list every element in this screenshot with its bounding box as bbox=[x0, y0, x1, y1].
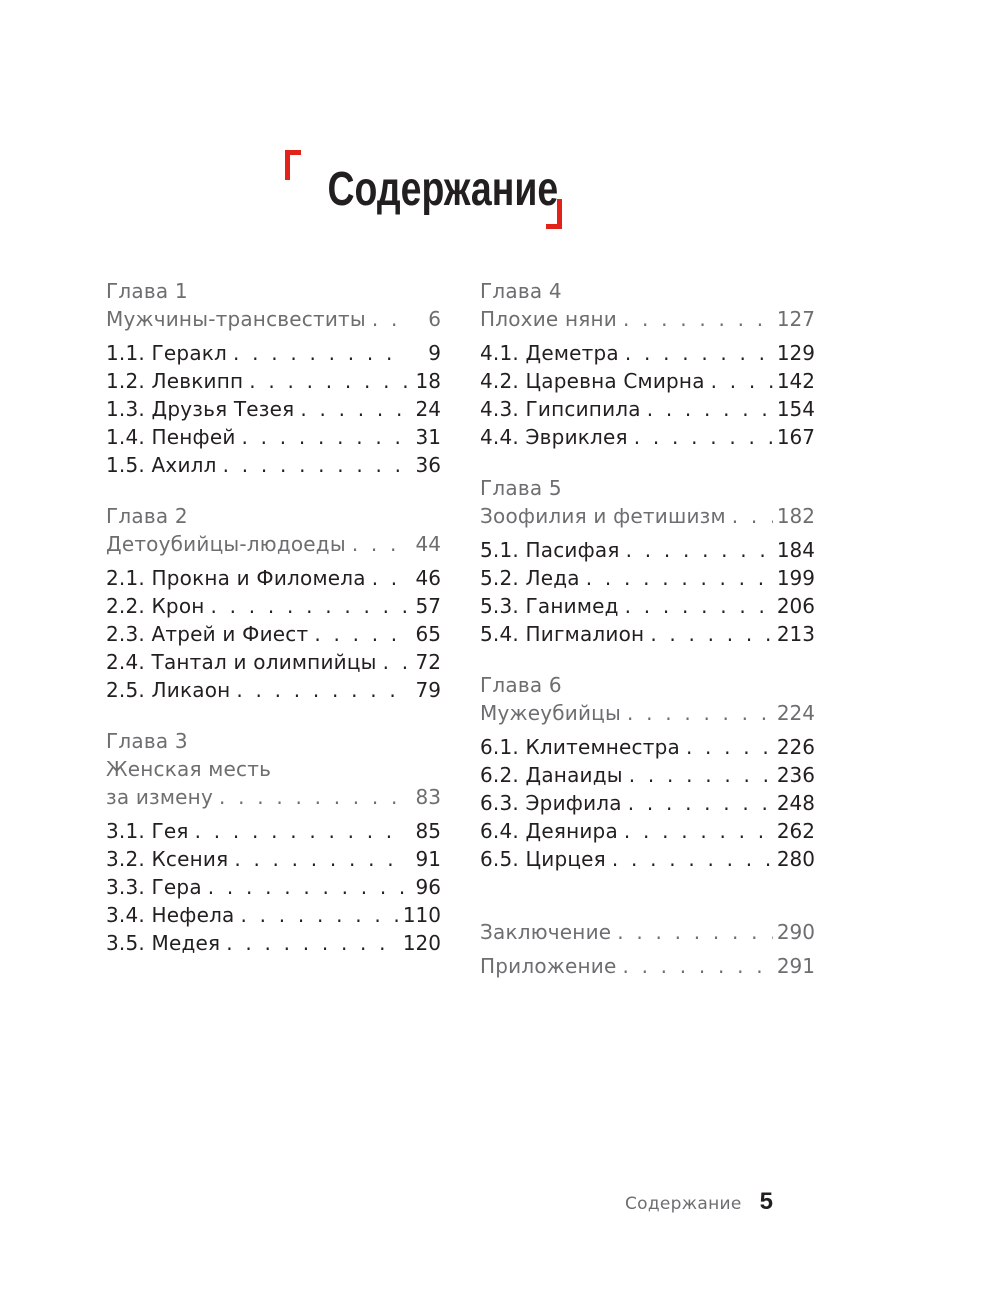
toc-section-entry[interactable] bbox=[480, 952, 815, 980]
dot-leader bbox=[617, 918, 773, 946]
toc-entry-title: Мужчины-трансвеститы bbox=[106, 307, 366, 331]
toc-column-right bbox=[480, 277, 815, 980]
toc-page-number: 83 bbox=[415, 785, 441, 809]
dot-leader bbox=[223, 451, 407, 479]
dot-leader bbox=[300, 395, 407, 423]
toc-entry[interactable] bbox=[106, 845, 441, 873]
toc-entry-title: 2.3. Атрей и Фиест bbox=[106, 622, 309, 646]
toc-entry-title: 1.2. Левкипп bbox=[106, 369, 244, 393]
toc-page-number: 31 bbox=[415, 425, 441, 449]
dot-leader bbox=[629, 761, 773, 789]
page-number: 5 bbox=[759, 1188, 773, 1215]
spacer bbox=[480, 896, 815, 918]
chapter-label: Глава 4 bbox=[480, 279, 562, 303]
toc-entry-title: 2.2. Крон bbox=[106, 594, 205, 618]
dot-leader bbox=[686, 733, 773, 761]
running-footer-label: Содержание bbox=[625, 1194, 742, 1214]
toc-page-number: 18 bbox=[415, 369, 441, 393]
toc-entry[interactable] bbox=[106, 564, 441, 592]
toc-page-number: 142 bbox=[776, 369, 815, 393]
dot-leader bbox=[650, 620, 773, 648]
toc-entry-title: 3.5. Медея bbox=[106, 931, 221, 955]
dot-leader bbox=[372, 564, 407, 592]
toc-page-number: 9 bbox=[428, 341, 441, 365]
toc-page-number: 72 bbox=[415, 650, 441, 674]
dot-leader bbox=[195, 817, 407, 845]
toc-entry-title: Мужеубийцы bbox=[480, 701, 621, 725]
toc-entry-title: 2.5. Ликаон bbox=[106, 678, 231, 702]
toc-page-number: 262 bbox=[776, 819, 815, 843]
toc-entry[interactable] bbox=[106, 648, 441, 676]
page-footer bbox=[625, 1188, 773, 1216]
toc-page-number: 24 bbox=[415, 397, 441, 421]
toc-entry[interactable] bbox=[106, 901, 441, 929]
chapter-label: Глава 1 bbox=[106, 279, 188, 303]
toc-entry[interactable] bbox=[480, 339, 815, 367]
dot-leader bbox=[624, 817, 773, 845]
toc-entry[interactable] bbox=[106, 592, 441, 620]
chapter-block bbox=[480, 277, 815, 451]
chapter-subtitle[interactable] bbox=[480, 305, 815, 333]
toc-entry[interactable] bbox=[106, 929, 441, 957]
dot-leader bbox=[208, 873, 407, 901]
toc-entry-title: 4.1. Деметра bbox=[480, 341, 619, 365]
toc-page-number: 184 bbox=[776, 538, 815, 562]
toc-entry-title: 3.3. Гера bbox=[106, 875, 202, 899]
toc-entry[interactable] bbox=[106, 339, 441, 367]
dot-leader bbox=[711, 367, 773, 395]
toc-page-number: 280 bbox=[776, 847, 815, 871]
chapter-block bbox=[106, 277, 441, 479]
toc-entry-title: 3.1. Гея bbox=[106, 819, 189, 843]
chapter-subtitle-line bbox=[106, 755, 441, 783]
toc-entry[interactable] bbox=[106, 451, 441, 479]
toc-entry[interactable] bbox=[480, 564, 815, 592]
toc-page-number: 154 bbox=[776, 397, 815, 421]
toc-entry[interactable] bbox=[106, 423, 441, 451]
toc-entry[interactable] bbox=[480, 536, 815, 564]
toc-entry-title: 1.5. Ахилл bbox=[106, 453, 217, 477]
toc-entry-title: 3.2. Ксения bbox=[106, 847, 229, 871]
toc-entry-title: 6.1. Клитемнестра bbox=[480, 735, 680, 759]
dot-leader bbox=[242, 423, 407, 451]
toc-page-number: 129 bbox=[776, 341, 815, 365]
toc-entry[interactable] bbox=[480, 761, 815, 789]
dot-leader bbox=[612, 845, 773, 873]
dot-leader bbox=[625, 339, 773, 367]
dot-leader bbox=[625, 592, 773, 620]
toc-page-number: 91 bbox=[415, 847, 441, 871]
toc-page-number: 120 bbox=[402, 931, 441, 955]
toc-entry[interactable] bbox=[480, 817, 815, 845]
chapter-block bbox=[106, 502, 441, 704]
dot-leader bbox=[211, 592, 407, 620]
dot-leader bbox=[626, 536, 773, 564]
dot-leader bbox=[352, 530, 407, 558]
chapter-label: Глава 2 bbox=[106, 504, 188, 528]
toc-entry-title: 1.3. Друзья Тезея bbox=[106, 397, 295, 421]
dot-leader bbox=[314, 620, 407, 648]
toc-page-number: 36 bbox=[415, 453, 441, 477]
toc-entry-title: 6.4. Деянира bbox=[480, 819, 618, 843]
toc-page-number: 206 bbox=[776, 594, 815, 618]
toc-page-number: 199 bbox=[776, 566, 815, 590]
dot-leader bbox=[372, 305, 407, 333]
dot-leader bbox=[627, 699, 773, 727]
toc-page-number: 248 bbox=[776, 791, 815, 815]
toc-entry-title: 2.4. Тантал и олимпийцы bbox=[106, 650, 377, 674]
toc-entry[interactable] bbox=[106, 676, 441, 704]
toc-entry-title: 3.4. Нефела bbox=[106, 903, 235, 927]
toc-page-number: 226 bbox=[776, 735, 815, 759]
toc-page-number: 44 bbox=[415, 532, 441, 556]
toc-entry-title: 6.5. Цирцея bbox=[480, 847, 606, 871]
chapter-label: Глава 6 bbox=[480, 673, 562, 697]
chapter-block bbox=[480, 671, 815, 873]
dot-leader bbox=[383, 648, 407, 676]
toc-entry-title: Плохие няни bbox=[480, 307, 617, 331]
toc-entry[interactable] bbox=[106, 620, 441, 648]
toc-column-left bbox=[106, 277, 441, 980]
toc-entry-title: 1.4. Пенфей bbox=[106, 425, 236, 449]
toc-entry[interactable] bbox=[106, 817, 441, 845]
toc-entry-title: 4.3. Гипсипила bbox=[480, 397, 641, 421]
toc-page-number: 85 bbox=[415, 819, 441, 843]
dot-leader bbox=[233, 339, 407, 367]
dot-leader bbox=[647, 395, 773, 423]
chapter-subtitle[interactable] bbox=[106, 305, 441, 333]
toc-entry-title: 1.1. Геракл bbox=[106, 341, 228, 365]
dot-leader bbox=[234, 845, 407, 873]
toc-entry-title: Приложение bbox=[480, 954, 617, 978]
toc-entry-title: Женская месть bbox=[106, 757, 272, 781]
toc-page-number: 65 bbox=[415, 622, 441, 646]
toc-entry-title: Заключение bbox=[480, 920, 612, 944]
toc-entry[interactable] bbox=[480, 789, 815, 817]
chapter-block bbox=[106, 727, 441, 957]
toc-entry[interactable] bbox=[106, 395, 441, 423]
dot-leader bbox=[241, 901, 399, 929]
toc-page-number: 236 bbox=[776, 763, 815, 787]
toc-page-number: 291 bbox=[776, 954, 815, 978]
dot-leader bbox=[249, 367, 407, 395]
toc-entry-title: за измену bbox=[106, 785, 213, 809]
toc-entry-title: Зоофилия и фетишизм bbox=[480, 504, 726, 528]
dot-leader bbox=[634, 423, 773, 451]
dot-leader bbox=[219, 783, 407, 811]
toc-page-number: 213 bbox=[776, 622, 815, 646]
title-block bbox=[0, 140, 987, 240]
chapter-subtitle[interactable] bbox=[106, 783, 441, 811]
dot-leader bbox=[732, 502, 773, 530]
chapter-subtitle[interactable] bbox=[480, 699, 815, 727]
chapter-label: Глава 3 bbox=[106, 729, 188, 753]
toc-page-number: 57 bbox=[415, 594, 441, 618]
toc-entry[interactable] bbox=[480, 845, 815, 873]
red-corner-bracket-close bbox=[546, 199, 562, 229]
chapter-block bbox=[480, 474, 815, 648]
toc-page-number: 79 bbox=[415, 678, 441, 702]
page-title: Содержание bbox=[327, 163, 559, 216]
chapter-subtitle[interactable] bbox=[106, 530, 441, 558]
dot-leader bbox=[623, 305, 773, 333]
dot-leader bbox=[628, 789, 773, 817]
toc-entry-title: 6.3. Эрифила bbox=[480, 791, 622, 815]
toc-entry[interactable] bbox=[106, 873, 441, 901]
red-corner-bracket-open bbox=[285, 150, 301, 180]
dot-leader bbox=[622, 952, 772, 980]
chapter-label: Глава 5 bbox=[480, 476, 562, 500]
toc-entry-title: 6.2. Данаиды bbox=[480, 763, 623, 787]
dot-leader bbox=[226, 929, 399, 957]
dot-leader bbox=[586, 564, 773, 592]
toc-page-number: 167 bbox=[776, 425, 815, 449]
toc-entry[interactable] bbox=[480, 592, 815, 620]
toc-entry-title: 4.4. Эвриклея bbox=[480, 425, 628, 449]
toc-page-number: 96 bbox=[415, 875, 441, 899]
toc-entry-title: 4.2. Царевна Смирна bbox=[480, 369, 705, 393]
toc-entry[interactable] bbox=[106, 367, 441, 395]
dot-leader bbox=[236, 676, 407, 704]
chapter-subtitle[interactable] bbox=[480, 502, 815, 530]
toc-entry-title: 5.4. Пигмалион bbox=[480, 622, 645, 646]
toc-entry-title: 5.1. Пасифая bbox=[480, 538, 620, 562]
toc-entry[interactable] bbox=[480, 423, 815, 451]
toc-page-number: 224 bbox=[776, 701, 815, 725]
toc-entry-title: 5.3. Ганимед bbox=[480, 594, 619, 618]
toc-page-number: 182 bbox=[776, 504, 815, 528]
toc-page-number: 6 bbox=[428, 307, 441, 331]
toc-page-number: 110 bbox=[402, 903, 441, 927]
toc-entry-title: 2.1. Прокна и Филомела bbox=[106, 566, 366, 590]
toc-page-number: 127 bbox=[776, 307, 815, 331]
toc-section-entry[interactable] bbox=[480, 918, 815, 946]
toc-entry[interactable] bbox=[480, 620, 815, 648]
toc-entry[interactable] bbox=[480, 733, 815, 761]
toc-entry-title: Детоубийцы-людоеды bbox=[106, 532, 346, 556]
toc-entry[interactable] bbox=[480, 395, 815, 423]
toc-entry-title: 5.2. Леда bbox=[480, 566, 580, 590]
toc-page-number: 290 bbox=[776, 920, 815, 944]
toc-entry[interactable] bbox=[480, 367, 815, 395]
toc-page-number: 46 bbox=[415, 566, 441, 590]
